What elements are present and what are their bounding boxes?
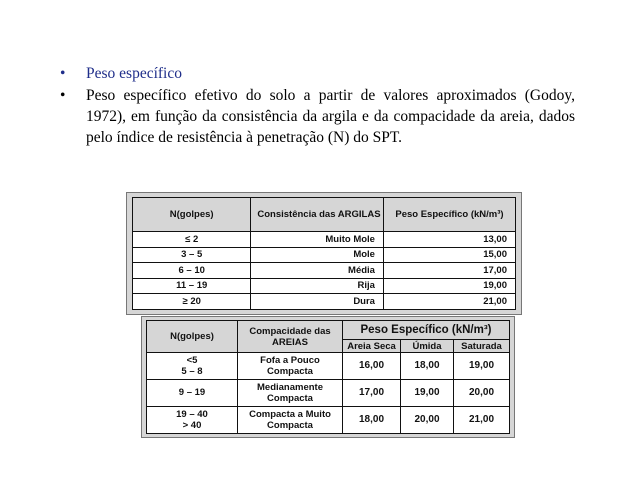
cell-n: 9 – 19 — [147, 380, 238, 407]
subheader-areia-seca: Areia Seca — [343, 340, 401, 353]
cell-consistencia: Muito Mole — [251, 232, 384, 248]
header-peso-especifico: Peso Específico (kN/m³) — [343, 321, 510, 340]
cell-umida: 19,00 — [401, 380, 454, 407]
header-peso-especifico: Peso Específico (kN/m³) — [383, 198, 515, 232]
cell-umida: 20,00 — [401, 407, 454, 434]
subheader-umida: Úmida — [401, 340, 454, 353]
bullet-list — [60, 63, 575, 149]
cell-peso: 19,00 — [383, 278, 515, 294]
table-row — [133, 247, 516, 263]
cell-peso: 15,00 — [383, 247, 515, 263]
cell-n: 6 – 10 — [133, 263, 251, 279]
cell-areia-seca: 16,00 — [343, 353, 401, 380]
table-row — [133, 278, 516, 294]
table-areias — [146, 320, 510, 434]
cell-saturada: 20,00 — [454, 380, 510, 407]
cell-n: <5 5 – 8 — [147, 353, 238, 380]
cell-areia-seca: 18,00 — [343, 407, 401, 434]
header-n-golpes: N(golpes) — [133, 198, 251, 232]
cell-compacidade: Fofa a Pouco Compacta — [238, 353, 343, 380]
cell-consistencia: Média — [251, 263, 384, 279]
table-argilas — [132, 197, 516, 310]
bullet-item-peso-especifico — [60, 63, 575, 84]
table-row — [147, 380, 510, 407]
table-header-row — [147, 321, 510, 340]
bullet-marker: • — [60, 87, 66, 104]
cell-areia-seca: 17,00 — [343, 380, 401, 407]
cell-compacidade: Compacta a Muito Compacta — [238, 407, 343, 434]
cell-peso: 13,00 — [383, 232, 515, 248]
header-n-golpes: N(golpes) — [147, 321, 238, 353]
cell-umida: 18,00 — [401, 353, 454, 380]
bullet-item-peso-efetivo — [60, 85, 575, 148]
cell-n: 19 – 40 > 40 — [147, 407, 238, 434]
subheader-saturada: Saturada — [454, 340, 510, 353]
cell-peso: 21,00 — [383, 294, 515, 310]
cell-consistencia: Mole — [251, 247, 384, 263]
bullet-text: Peso específico — [86, 65, 182, 82]
table-areias-frame — [141, 316, 515, 438]
table-row — [133, 294, 516, 310]
table-header-row — [133, 198, 516, 232]
header-consistencia: Consistência das ARGILAS — [251, 198, 384, 232]
cell-n: ≤ 2 — [133, 232, 251, 248]
cell-consistencia: Dura — [251, 294, 384, 310]
cell-peso: 17,00 — [383, 263, 515, 279]
table-row — [147, 353, 510, 380]
cell-consistencia: Rija — [251, 278, 384, 294]
cell-n: 3 – 5 — [133, 247, 251, 263]
header-compacidade: Compacidade das AREIAS — [238, 321, 343, 353]
cell-n: ≥ 20 — [133, 294, 251, 310]
table-row — [133, 263, 516, 279]
table-argilas-frame — [126, 192, 522, 315]
bullet-text: Peso específico efetivo do solo a partir de valores aproximados (Godoy, 1972), em função da consistência da argila e da compacidade da areia, dados pelo índice de resistência à penetração (N) do SPT. — [86, 87, 575, 146]
cell-n: 11 – 19 — [133, 278, 251, 294]
table-row — [133, 232, 516, 248]
table-row — [147, 407, 510, 434]
cell-saturada: 21,00 — [454, 407, 510, 434]
bullet-marker: • — [60, 65, 66, 82]
cell-compacidade: Medianamente Compacta — [238, 380, 343, 407]
cell-saturada: 19,00 — [454, 353, 510, 380]
